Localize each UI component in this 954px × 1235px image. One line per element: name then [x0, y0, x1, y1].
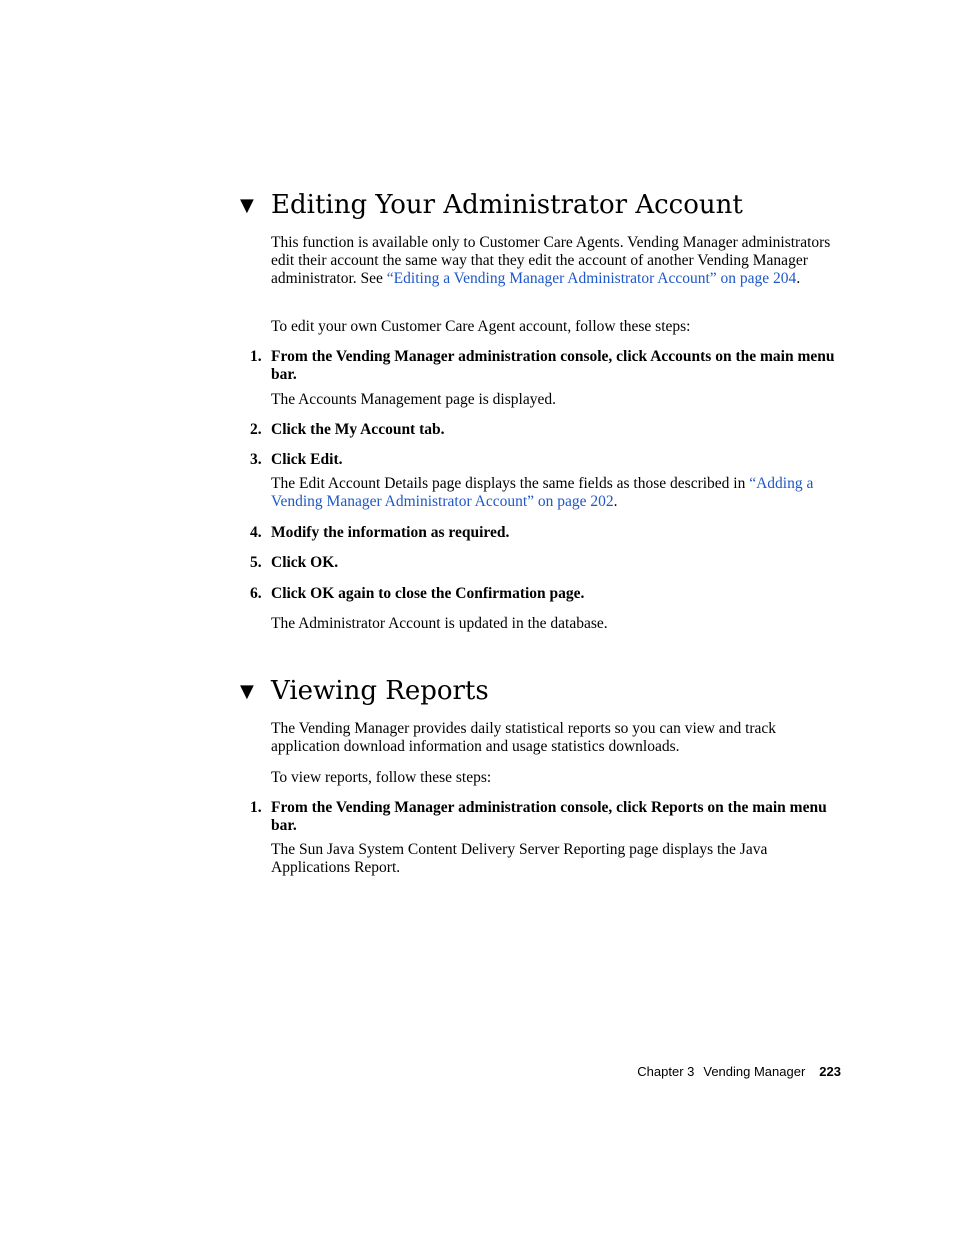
- step-number: 4.: [250, 524, 262, 541]
- page-number: 223: [819, 1064, 841, 1079]
- triangle-down-icon: ▼: [240, 681, 254, 702]
- step-2: [250, 421, 840, 439]
- intro-text: This function is available only to Customer Care Agents. Vending Manager administrators edit their account the same way that they edit the account of another Vending Manager administrator. See: [271, 234, 831, 287]
- step-6: [250, 585, 840, 603]
- section-heading-text: Viewing Reports: [271, 676, 489, 706]
- lead-paragraph: To edit your own Customer Care Agent account, follow these steps:: [271, 318, 691, 335]
- step-text: Click the My Account tab.: [271, 421, 445, 438]
- step-3-result-end: .: [613, 493, 618, 510]
- step-number: 1.: [250, 348, 262, 365]
- step-number: 5.: [250, 554, 262, 571]
- step-3-result: [271, 475, 843, 511]
- step-1-result: The Accounts Management page is displayed.: [271, 391, 556, 408]
- section-heading-text: Editing Your Administrator Account: [271, 190, 743, 220]
- cross-reference-link-adding-admin[interactable]: “Adding a Vending Manager Administrator Account” on page 202: [271, 475, 814, 510]
- step-3: [250, 451, 840, 469]
- reports-step-1-result: The Sun Java System Content Delivery Server Reporting page displays the Java Applications Report.: [271, 841, 768, 876]
- page-footer: [637, 1064, 841, 1080]
- section-heading-viewing-reports: [240, 676, 489, 707]
- step-6-result: The Administrator Account is updated in the database.: [271, 615, 608, 632]
- footer-chapter-title: Vending Manager: [703, 1064, 806, 1079]
- step-number: 1.: [250, 799, 262, 816]
- footer-chapter: Chapter 3: [637, 1064, 695, 1079]
- step-text: Modify the information as required.: [271, 524, 510, 541]
- step-text: Click Edit.: [271, 451, 343, 468]
- step-text: From the Vending Manager administration console, click Accounts on the main menu bar.: [271, 348, 835, 383]
- step-text: From the Vending Manager administration console, click Reports on the main menu bar.: [271, 799, 827, 834]
- intro-paragraph: [271, 234, 843, 288]
- reports-step-1: [250, 799, 840, 835]
- step-number: 3.: [250, 451, 262, 468]
- section-heading-editing-account: [240, 190, 743, 221]
- triangle-down-icon: ▼: [240, 195, 254, 216]
- step-text: Click OK.: [271, 554, 339, 571]
- step-5: [250, 554, 840, 572]
- cross-reference-link-editing-admin[interactable]: “Editing a Vending Manager Administrator Account” on page 204: [386, 270, 797, 287]
- step-1: [250, 348, 840, 384]
- reports-lead-paragraph: To view reports, follow these steps:: [271, 769, 492, 786]
- step-4: [250, 524, 840, 542]
- step-number: 2.: [250, 421, 262, 438]
- intro-end: .: [796, 270, 801, 287]
- step-text: Click OK again to close the Confirmation page.: [271, 585, 585, 602]
- step-3-result-text: The Edit Account Details page displays the same fields as those described in: [271, 475, 750, 492]
- step-number: 6.: [250, 585, 262, 602]
- reports-intro-paragraph: The Vending Manager provides daily statistical reports so you can view and track application download information and usage statistics downloads.: [271, 720, 777, 755]
